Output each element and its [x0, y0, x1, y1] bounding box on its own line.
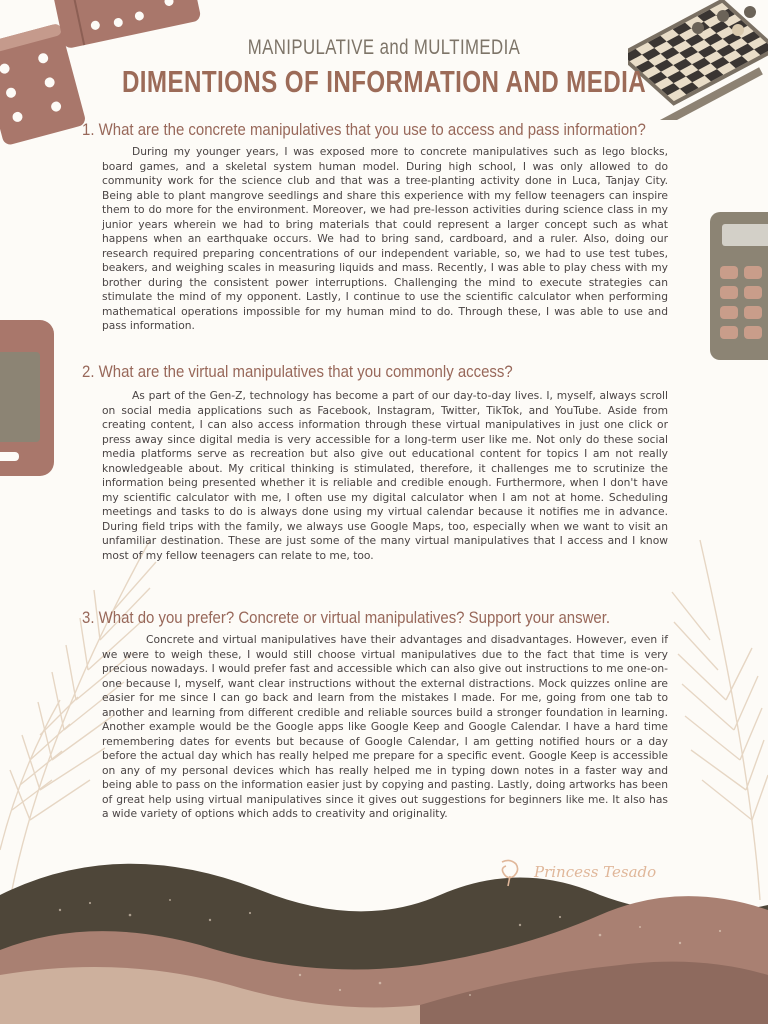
question-2: 2. What are the virtual manipulatives that you commonly access? [82, 362, 513, 381]
question-1: 1. What are the concrete manipulatives that you use to access and pass information? [82, 120, 646, 139]
author-signature: Princess Tesado [534, 863, 657, 881]
answer-1: During my younger years, I was exposed more to concrete manipulatives such as lego blocks, board games, and a skeletal system human model. During high school, I was only allowed to do community work for the science club and that was a tree-planting activity done in Luca, Tanjay City. Being able to plant mangrove seedlings and share this experience with my fellow teenagers can inspire them to do more for the environment. Moreover, we had pre-lesson activities during science class in my junior years wherein we had to bring materials that could represent a larger concept such as what happens when an earthquake occurs. We had to bring sand, cardboard, and a ruler. Also, doing our research required preparing concentrations of our independent variable, so, we had to use test tubes, beakers, and weighing scales in measuring liquids and mass. Recently, I was able to play chess with my brother during the consistent power interruptions. Challenging the mind to execute strategies can stimulate the mind of my opponent. Lastly, I continue to use the scientific calculator when performing mathematical operations impossible for my human mind to do. Through these, I was able to use and pass information. [102, 145, 668, 332]
phone-icon [0, 318, 56, 478]
pampas-grass-right-icon [660, 520, 768, 900]
document-title: DIMENTIONS OF INFORMATION AND MEDIA [121, 64, 647, 99]
signature-logo-icon [496, 858, 524, 888]
question-3: 3. What do you prefer? Concrete or virtual manipulatives? Support your answer. [82, 608, 611, 627]
checkerboard-icon [628, 0, 768, 120]
answer-2: As part of the Gen-Z, technology has become a part of our day-to-day lives. I, myself, always scroll on social media applications such as Facebook, Instagram, Twitter, TikTok, and YouTube. Aside from creating content, I can also access information through these virtual manipulatives in just one click or press away since digital media is very accessible for a long-term user like me. Not only do these social media platforms serve as recreation but also give out educational content for topics I am not really knowledgeable about. My critical thinking is stimulated, therefore, it challenges me to scrutinize the information being presented whether it is reliable and credible enough. Furthermore, when I don't have my scientific calculator with me, I often use my digital calculator when I am not at home. Scheduling meetings and tasks to do is always done using my virtual calendar because it notifies me in advance. During field trips with the family, we always use Google Maps, too, especially when we want to visit an unfamiliar destination. These are just some of the many virtual manipulatives that I access and I know most of my fellow teenagers can relate to me, too. [102, 389, 668, 562]
calculator-icon [708, 210, 768, 362]
document-subtitle: MANIPULATIVE and MULTIMEDIA [247, 36, 521, 59]
answer-3: Concrete and virtual manipulatives have their advantages and disadvantages. However, even if we were to weigh these, I would still choose virtual manipulatives due to the fact that time is very precious nowadays. I would prefer fast and accessible which can also give out instructions to me one-on-one because I, myself, want clear instructions without the external distractions. Mock quizzes online are easier for me since I can go back and learn from the mistakes I made. For me, going from one tab to another and learning from different credible and reliable sources build a stronger foundation in learning. Another example would be the Google apps like Google Keep and Google Calendar. I have a hard time remembering dates for events but because of Google Calendar, I am getting notified hours or a day before the actual day which has really helped me prepare for a specific event. Google Keep is accessible on any of my personal devices which has really helped me in typing down notes in a faster way and being able to pass on the information easier just by copying and pasting. Lastly, doing artworks has been of great help using virtual manipulatives since it gives out suggestions for beginners like me. It also has a wide variety of options which adds to creativity and originality. [102, 633, 668, 820]
